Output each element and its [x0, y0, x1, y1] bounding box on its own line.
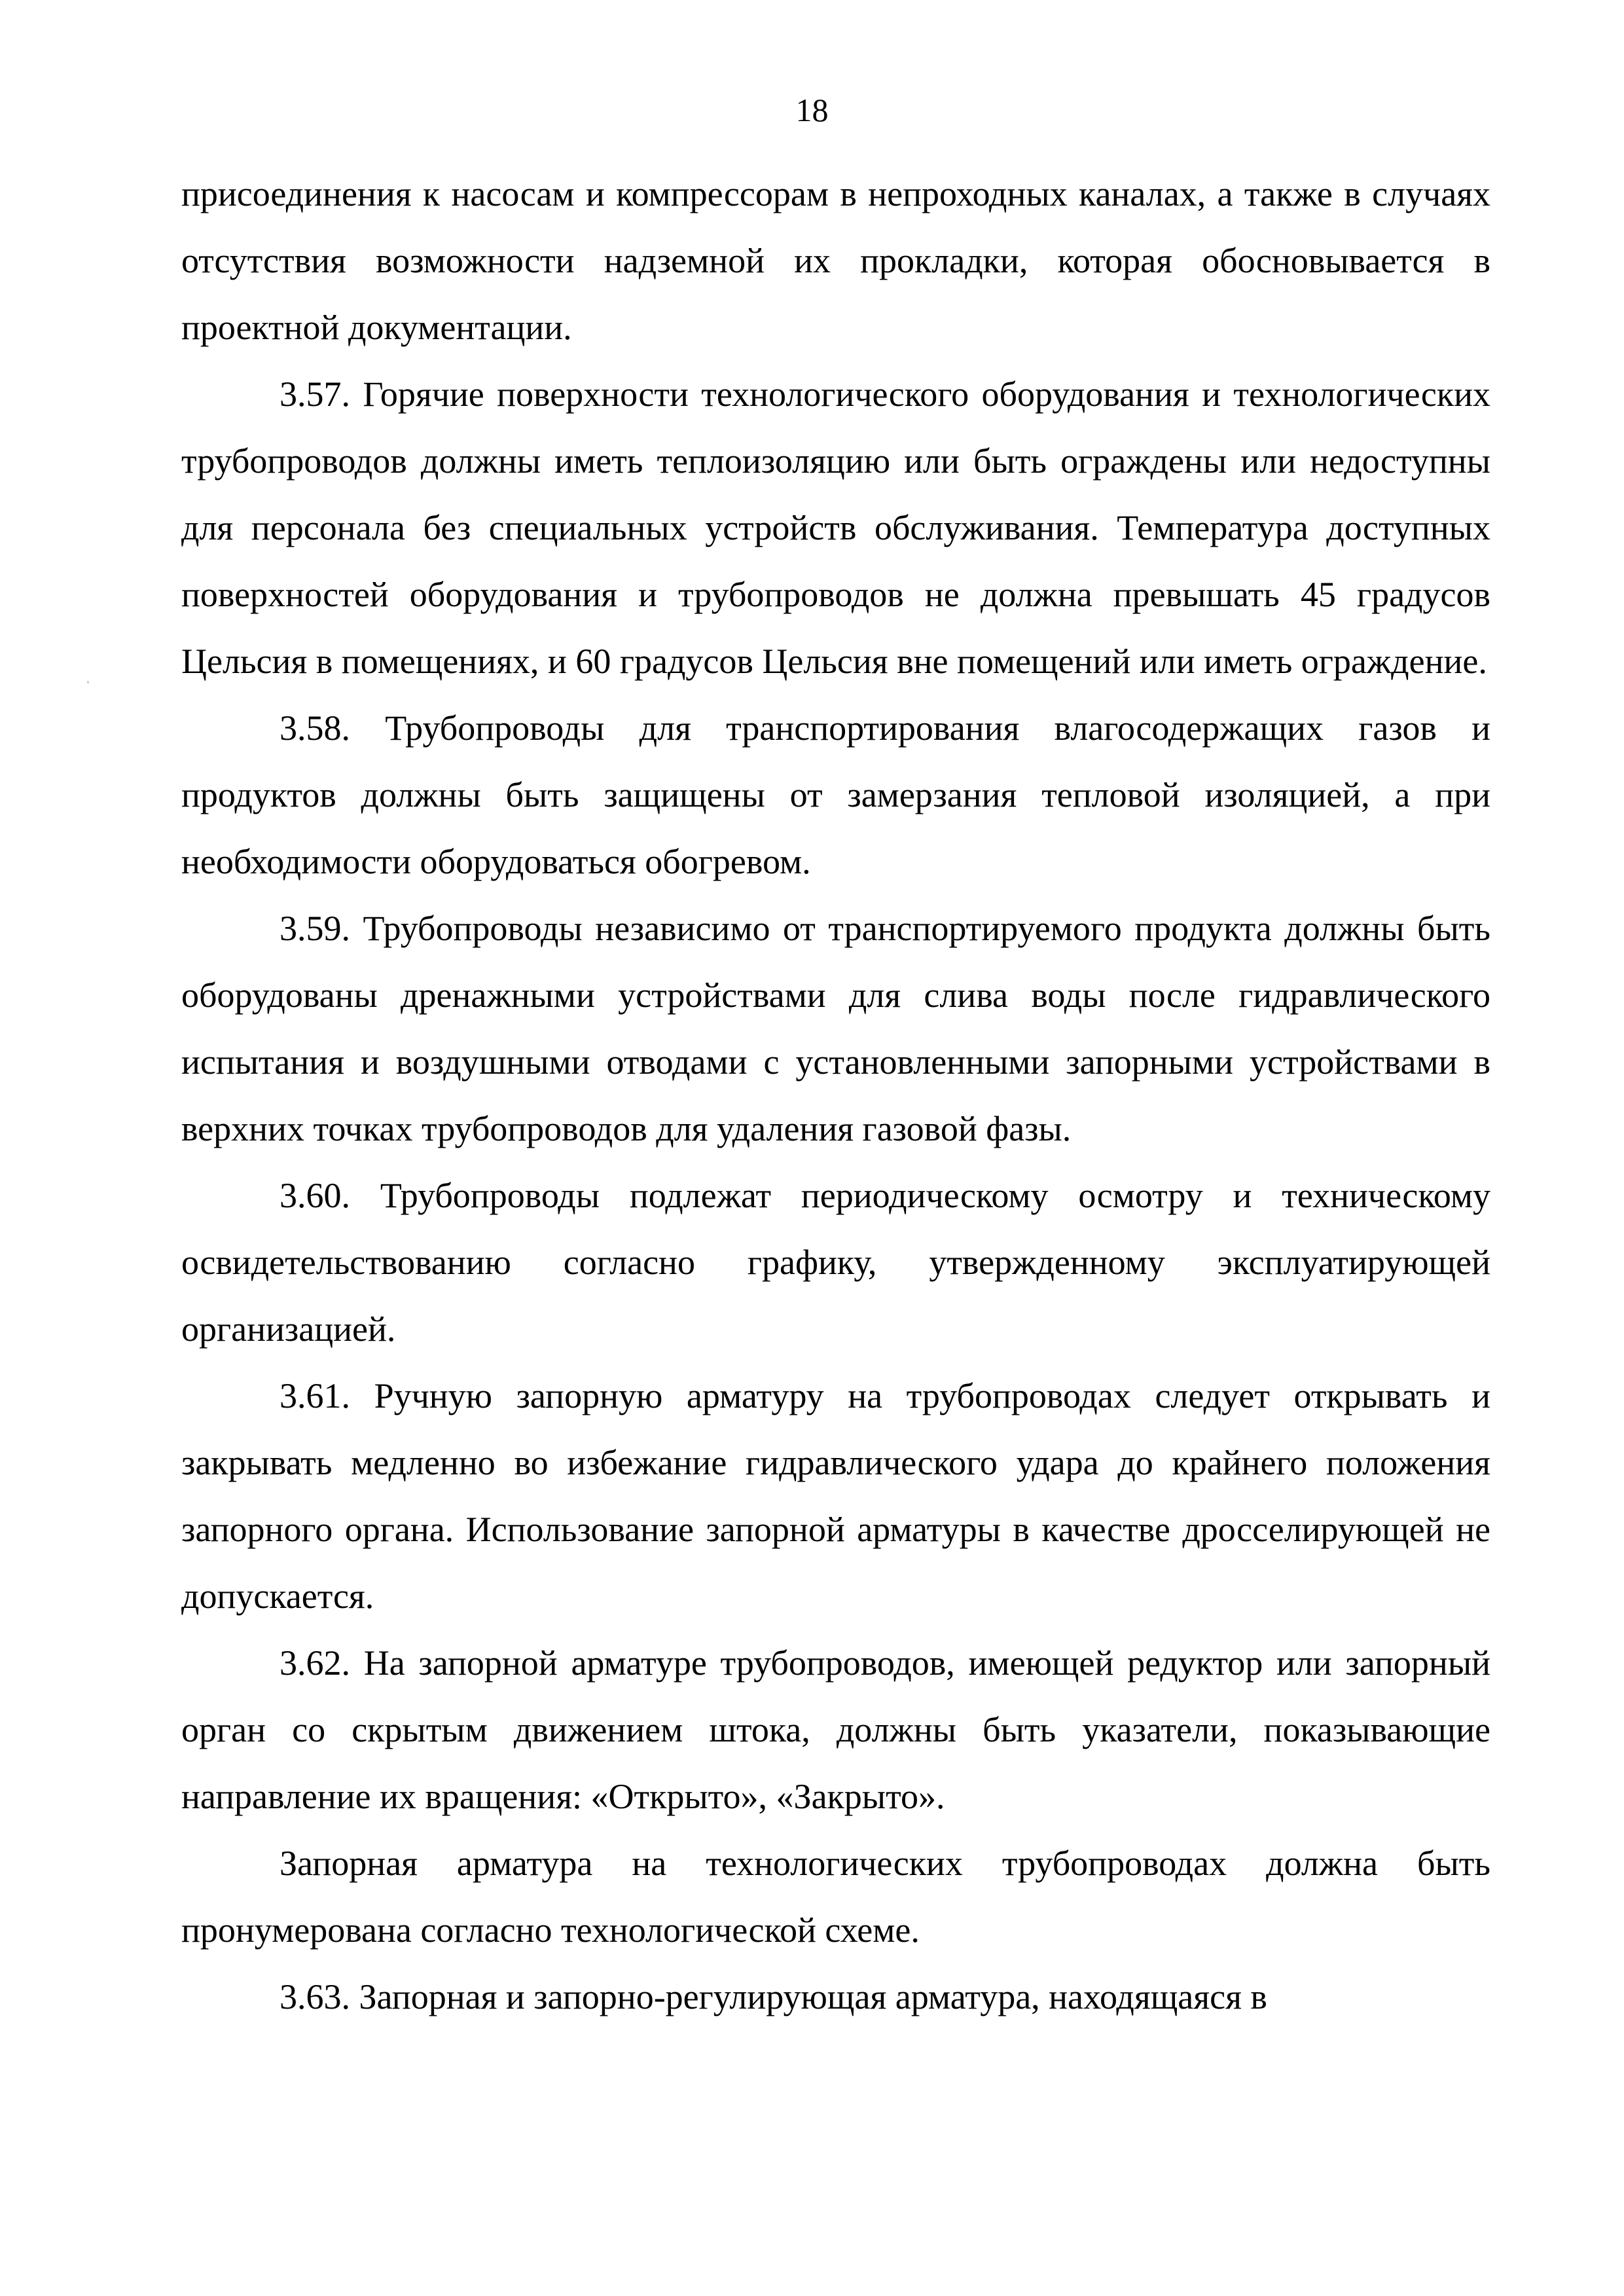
paragraph-3-61: 3.61. Ручную запорную арматуру на трубопроводах следует открывать и закрывать медленно во избежание гидравлического удара до крайнего положения запорного органа. Использование запорной арматуры в качестве дросселирующей не допускается.	[181, 1376, 1490, 1616]
paragraph-continuation: присоединения к насосам и компрессорам в непроходных каналах, а также в случаях отсутствия возможности надземной их прокладки, которая обосновывается в проектной документации.	[181, 174, 1490, 347]
paragraph-3-58: 3.58. Трубопроводы для транспортирования влагосодержащих газов и продуктов должны быть защищены от замерзания тепловой изоляцией, а при необходимости оборудоваться обогревом.	[181, 708, 1490, 881]
paragraph-3-63: 3.63. Запорная и запорно-регулирующая арматура, находящаяся в	[280, 1977, 1267, 2016]
margin-mark: '	[87, 680, 89, 691]
paragraph-3-62: 3.62. На запорной арматуре трубопроводов, имеющей редуктор или запорный орган со скрытым движением штока, должны быть указатели, показывающие направление их вращения: «Открыто», «Закрыто».	[181, 1643, 1490, 1816]
document-body	[181, 160, 1490, 2030]
page-number: 18	[795, 92, 829, 128]
paragraph-3-60: 3.60. Трубопроводы подлежат периодическому осмотру и техническому освидетельствованию согласно графику, утвержденному эксплуатирующей организацией.	[181, 1176, 1490, 1349]
paragraph-3-59: 3.59. Трубопроводы независимо от транспортируемого продукта должны быть оборудованы дренажными устройствами для слива воды после гидравлического испытания и воздушными отводами с установленными запорными устройствами в верхних точках трубопроводов для удаления газовой фазы.	[181, 909, 1490, 1148]
paragraph-3-57: 3.57. Горячие поверхности технологического оборудования и технологических трубопроводов должны иметь теплоизоляцию или быть ограждены или недоступны для персонала без специальных устройств обслуживания. Температура доступных поверхностей оборудования и трубопроводов не должна превышать 45 градусов Цельсия в помещениях, и 60 градусов Цельсия вне помещений или иметь ограждение.	[181, 374, 1490, 681]
paragraph-3-62-continued: Запорная арматура на технологических трубопроводах должна быть пронумерована согласно технологической схеме.	[181, 1844, 1490, 1950]
